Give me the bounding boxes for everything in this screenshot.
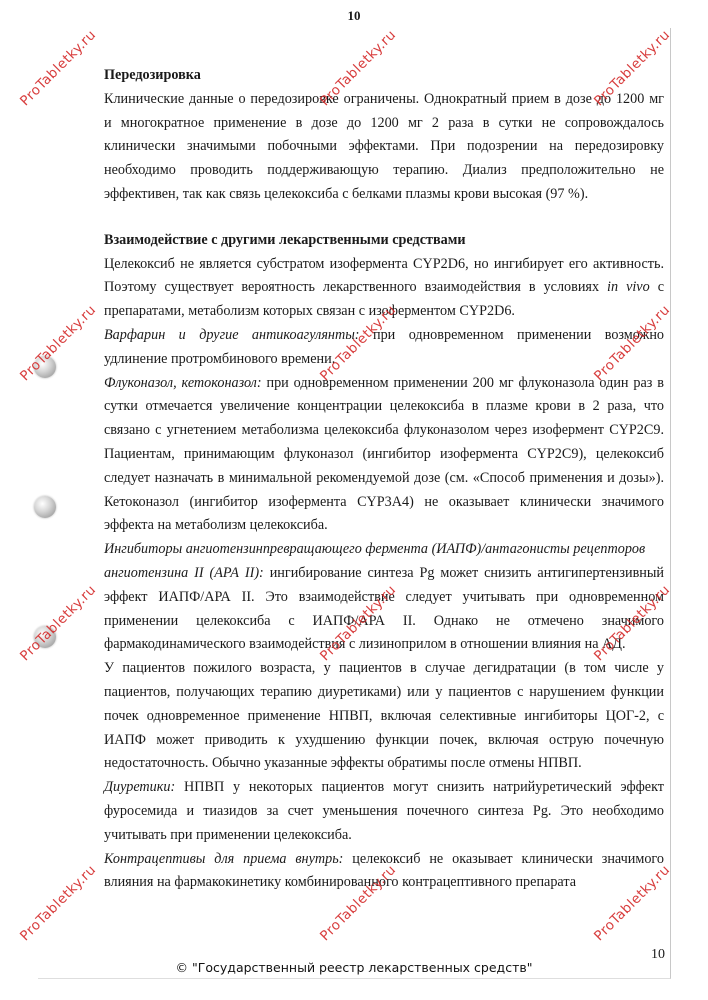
contraceptives-text: целекоксиб не оказывает клинически значимого [352, 850, 664, 867]
ace-line: фармакодинамического взаимодействия с лизиноприлом в отношении влияния на АД. [104, 636, 626, 653]
watermark: ProTabletky.ru [591, 26, 674, 110]
overdose-line: Клинические данные о передозировке ограничены. Однократный прием в дозе до 1200 мг [104, 90, 664, 107]
watermark: ProTabletky.ru [17, 581, 100, 665]
document-body [104, 64, 664, 895]
warfarin-line: удлинение протромбинового времени. [104, 350, 336, 367]
diuretics-text: НПВП у некоторых пациентов могут снизить натрийуретический эффект [184, 779, 664, 796]
contraceptives-line: влияния на фармакокинетику комбинированного контрацептивного препарата [104, 874, 577, 891]
watermark: ProTabletky.ru [317, 581, 400, 665]
interactions-line: препаратами, метаболизм которых связан с изоферментом CYP2D6. [104, 303, 515, 320]
watermark: ProTabletky.ru [317, 26, 400, 110]
contraceptives-label: Контрацептивы для приема внутрь: [104, 850, 344, 867]
overdose-line: необходимо проводить поддерживающую терапию. Диализ предположительно не [104, 162, 664, 179]
fluconazole-line: Кетоконазол (ингибитор изофермента CYP3A4) не оказывает клинически значимого [104, 493, 664, 510]
fluconazole-label: Флуконазол, кетоконазол: [104, 374, 262, 391]
punch-hole-2 [34, 496, 56, 518]
ace-label-line: Ингибиторы ангиотензинпревращающего фермента (ИАПФ)/антагонисты рецепторов [104, 541, 646, 558]
watermark: ProTabletky.ru [17, 301, 100, 385]
fluconazole-line [104, 372, 664, 396]
interactions-line [104, 276, 664, 300]
fluconazole-line: эффекта на метаболизм целекоксиба. [104, 517, 328, 534]
warfarin-text: при одновременном применении возможно [372, 326, 665, 343]
elderly-line: ИАПФ может приводить к ухудшению функции почек, включая острую почечную [104, 731, 664, 748]
watermark: ProTabletky.ru [317, 301, 400, 385]
warfarin-label: Варфарин и другие антикоагулянты: [104, 326, 360, 343]
elderly-line: недостаточность. Обычно указанные эффекты обратимы после отмены НПВП. [104, 755, 582, 772]
diuretics-line: учитывать при применении целекоксиба. [104, 826, 352, 843]
elderly-line: У пациентов пожилого возраста, у пациентов в случае дегидратации (в том числе у [104, 660, 664, 677]
watermark: ProTabletky.ru [591, 301, 674, 385]
overdose-heading: Передозировка [104, 67, 201, 83]
elderly-line: пациентов, получающих терапию диуретиками) или у пациентов с нарушением функции [104, 683, 664, 700]
fluconazole-line: сутки отмечается увеличение концентрации целекоксиба в плазме крови в 2 раза, что [104, 398, 664, 415]
in-vivo-italic: in vivo [607, 279, 650, 296]
overdose-line: эффективен, так как связь целекоксиба с белками плазмы крови высокая (97 %). [104, 185, 589, 202]
footer-copyright: © "Государственный реестр лекарственных средств" [175, 960, 533, 975]
ace-text: ингибирование синтеза Pg может снизить антигипертензивный [269, 564, 664, 581]
fluconazole-line: следует назначать в минимальной рекомендуемой дозе (см. «Способ применения и дозы»). [104, 469, 664, 486]
watermark: ProTabletky.ru [17, 26, 100, 110]
ace-line: эффект ИАПФ/АРА II. Это взаимодействие следует учитывать при одновременном [104, 588, 664, 605]
ace-label: ангиотензина II (АРА II): [104, 564, 264, 581]
watermark: ProTabletky.ru [591, 581, 674, 665]
diuretics-line: фуросемида и тиазидов за счет уменьшения почечного синтеза Pg. Это необходимо [104, 802, 664, 819]
interactions-line: Целекоксиб не является субстратом изофермента CYP2D6, но ингибирует его активность. [104, 255, 664, 272]
diuretics-label: Диуретики: [104, 779, 176, 796]
overdose-line: и многократное применение в дозе до 1200 мг 2 раза в сутки не сопровождалось [104, 114, 664, 131]
fluconazole-text: при одновременном применении 200 мг флуконазола один раз в [266, 374, 664, 391]
page-number-top: 10 [347, 8, 361, 23]
page-number-bottom: 10 [651, 947, 665, 962]
interactions-heading: Взаимодействие с другими лекарственными средствами [104, 231, 466, 248]
watermark: ProTabletky.ru [17, 861, 100, 945]
interactions-text: Поэтому существует вероятность лекарственного взаимодействия в условиях [104, 279, 600, 296]
ace-line: применении целекоксиба с ИАПФ/АРА II. Однако не отмечено значимого [104, 612, 664, 629]
ace-line [104, 562, 664, 586]
diuretics-line [104, 776, 664, 800]
fluconazole-line: Пациентам, принимающим флуконазол (ингибитор изофермента CYP2C9), целекоксиб [104, 445, 664, 462]
overdose-line: клинически значимыми побочными эффектами. При подозрении на передозировку [104, 138, 664, 155]
elderly-line: почек одновременное применение НПВП, включая селективные ингибиторы ЦОГ-2, с [104, 707, 664, 724]
watermark: ProTabletky.ru [317, 861, 400, 945]
watermark: ProTabletky.ru [591, 861, 674, 945]
fluconazole-line: связано с угнетением метаболизма целекоксиба флуконазолом через изофермент CYP2C9. [104, 422, 664, 439]
interactions-text: с [657, 279, 665, 296]
